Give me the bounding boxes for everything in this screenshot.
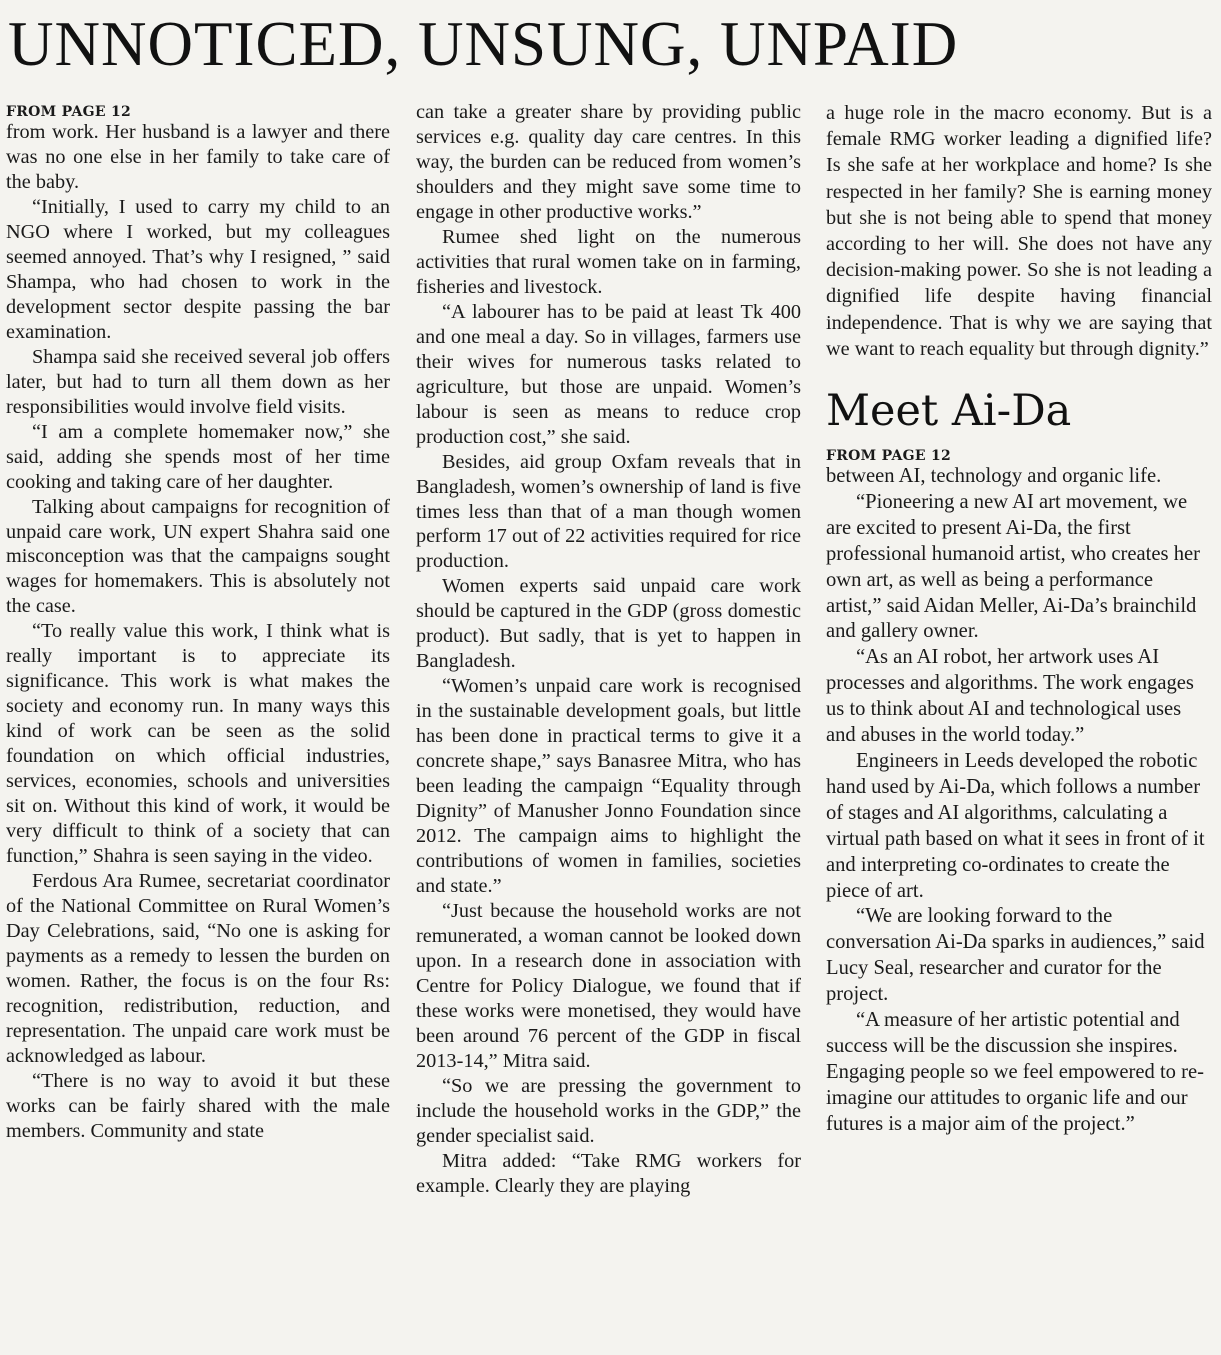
article-column-3 bbox=[826, 100, 1212, 1352]
paragraph: Women experts said unpaid care work should be captured in the GDP (gross domestic product). But sadly, that is yet to happen in Bangladesh. bbox=[416, 575, 801, 673]
paragraph: “Women’s unpaid care work is recognised in the sustainable development goals, but little has been done in practical terms to give it a concrete shape,” says Banasree Mitra, who has been leading the campaign “Equality through Dignity” of Manusher Jonno Foundation since 2012. The campaign aims to highlight the contributions of women in families, societies and state.” bbox=[416, 675, 801, 898]
paragraph: a huge role in the macro economy. But is a female RMG worker leading a dignified life? Is she safe at her workplace and home? Is she respected in her family? She is earning money but she is not being able to spend that money according to her will. She does not have any decision-making power. So she is not leading a dignified life despite having financial independence. That is why we are saying that we want to reach equality but through dignity.” bbox=[826, 102, 1212, 360]
paragraph: from work. Her husband is a lawyer and there was no one else in her family to take care of the baby. bbox=[6, 121, 390, 193]
article-body-col2 bbox=[416, 100, 801, 1199]
jump-label: FROM PAGE 12 bbox=[6, 104, 132, 120]
article-column-1 bbox=[6, 100, 390, 1352]
headline: UNNOTICED, UNSUNG, UNPAID bbox=[8, 9, 959, 79]
paragraph: “There is no way to avoid it but these works can be fairly shared with the male members. Community and state bbox=[6, 1069, 390, 1142]
paragraph: “I am a complete homemaker now,” she said, adding she spends most of her time cooking and taking care of her daughter. bbox=[6, 420, 390, 493]
paragraph: Ferdous Ara Rumee, secretariat coordinator of the National Committee on Rural Women’s Day Celebrations, said, “No one is asking for payments as a remedy to lessen the burden on women. Rather, the focus is on the four Rs: recognition, redistribution, reduction, and representation. The unpaid care work must be acknowledged as labour. bbox=[6, 870, 390, 1067]
paragraph: Talking about campaigns for recognition of unpaid care work, UN expert Shahra said one misconception was that the campaigns sought wages for homemakers. This is absolutely not the case. bbox=[6, 495, 390, 618]
paragraph: “A measure of her artistic potential and success will be the discussion she inspires. Engaging people so we feel empowered to re-imagine our attitudes to organic life and our futures is a major aim of the project.” bbox=[826, 1009, 1204, 1135]
section-title-meet-ai-da: Meet Ai-Da bbox=[826, 386, 1072, 437]
paragraph: “A labourer has to be paid at least Tk 400 and one meal a day. So in villages, farmers use their wives for numerous tasks related to agriculture, but those are unpaid. Women’s labour is seen as means to reduce crop production cost,” she said. bbox=[416, 300, 801, 448]
paragraph: “As an AI robot, her artwork uses AI processes and algorithms. The work engages us to think about AI and technological uses and abuses in the world today.” bbox=[826, 646, 1194, 747]
article-body-col1 bbox=[6, 120, 390, 1144]
paragraph: can take a greater share by providing public services e.g. quality day care centres. In this way, the burden can be reduced from women’s shoulders and they might save some time to engage in other productive works.” bbox=[416, 101, 801, 223]
paragraph: between AI, technology and organic life. bbox=[826, 465, 1162, 488]
article-column-2 bbox=[416, 100, 801, 1352]
paragraph: Shampa said she received several job offers later, but had to turn all them down as her responsibilities would involve field visits. bbox=[6, 345, 390, 418]
paragraph: “So we are pressing the government to include the household works in the GDP,” the gender specialist said. bbox=[416, 1074, 801, 1147]
paragraph: Mitra added: “Take RMG workers for example. Clearly they are playing bbox=[416, 1149, 801, 1197]
paragraph: “We are looking forward to the conversation Ai-Da sparks in audiences,” said Lucy Seal, researcher and curator for the project. bbox=[826, 905, 1205, 1006]
jump-label-ai-da: FROM PAGE 12 bbox=[826, 448, 952, 465]
paragraph: “Pioneering a new AI art movement, we are excited to present Ai-Da, the first professional humanoid artist, who creates her own art, as well as being a performance artist,” said Aidan Meller, Ai-Da’s brainchild and gallery owner. bbox=[826, 490, 1201, 643]
paragraph: Besides, aid group Oxfam reveals that in Bangladesh, women’s ownership of land is five times less than that of a man though women perform 17 out of 22 activities required for rice production. bbox=[416, 450, 801, 573]
paragraph: “Initially, I used to carry my child to an NGO where I worked, but my colleagues seemed annoyed. That’s why I resigned, ” said Shampa, who had chosen to work in the development sector despite passing the bar examination. bbox=[6, 195, 390, 343]
paragraph: Engineers in Leeds developed the robotic hand used by Ai-Da, which follows a number of stages and AI algorithms, calculating a virtual path based on what it sees in front of it and interpreting co-ordinates to create the piece of art. bbox=[826, 750, 1205, 902]
article-body-col3 bbox=[826, 100, 1212, 362]
paragraph: “To really value this work, I think what is really important is to appreciate its significance. This work is what makes the society and economy run. In many ways this kind of work can be seen as the solid foundation on which official industries, services, economies, schools and universities sit on. Without this kind of work, it would be very difficult to think of a society that can function,” Shahra is seen saying in the video. bbox=[6, 620, 390, 868]
paragraph: “Just because the household works are not remunerated, a woman cannot be looked down upon. In a research done in association with Centre for Policy Dialogue, we found that if these works were monetised, they would have been around 76 percent of the GDP in fiscal 2013-14,” Mitra said. bbox=[416, 900, 801, 1072]
paragraph: Rumee shed light on the numerous activities that rural women take on in farming, fisheries and livestock. bbox=[416, 225, 801, 298]
ai-da-article-body bbox=[826, 464, 1212, 1138]
